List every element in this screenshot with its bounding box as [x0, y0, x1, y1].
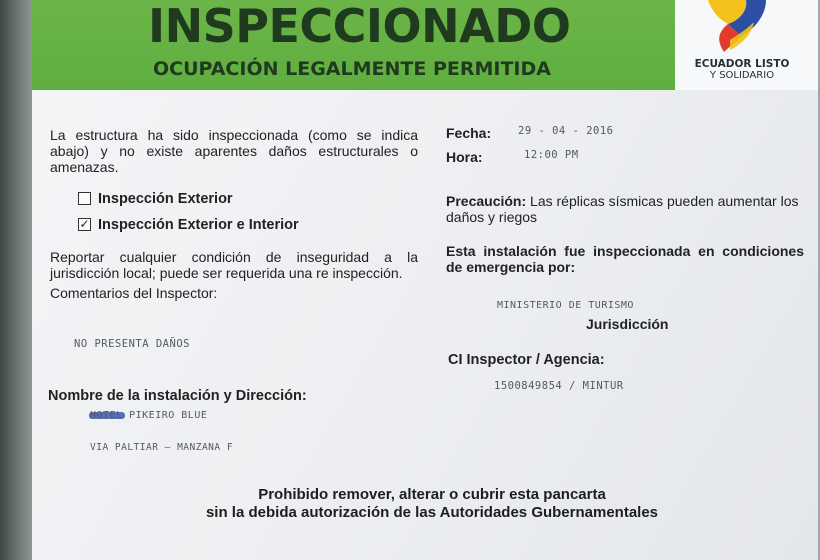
comments-label: Comentarios del Inspector:	[50, 285, 218, 301]
warning-line-2: sin la debida autorización de las Autoridades Gubernamentales	[205, 504, 659, 521]
inspection-statement: La estructura ha sido inspeccionada (como se indica abajo) y no existe aparentes daños estructurales o amenazas.	[50, 127, 418, 175]
caution-label: Precaución:	[446, 193, 527, 209]
caution-text: Las réplicas sísmicas pueden aumentar los daños y riegos	[446, 193, 799, 225]
facility-label: Nombre de la instalación y Dirección:	[48, 388, 307, 404]
caution-note	[446, 193, 804, 225]
facility-address: VIA PALTIAR – MANZANA F	[90, 442, 234, 453]
jurisdiction-label: Jurisdicción	[586, 316, 669, 332]
time-label: Hora:	[446, 149, 483, 165]
inspector-label: CI Inspector / Agencia:	[448, 352, 605, 368]
checkmark-icon: ✓	[79, 217, 90, 231]
logo-caption	[694, 58, 790, 82]
inspector-value: 1500849854 / MINTUR	[494, 380, 624, 392]
check-label-exterior: Inspección Exterior	[98, 191, 233, 207]
removal-warning	[172, 486, 692, 522]
banner-title: INSPECCIONADO	[148, 0, 571, 53]
ecuador-logo-icon	[706, 0, 768, 54]
comments-value: NO PRESENTA DAÑOS	[74, 338, 190, 350]
checkbox-exterior	[78, 192, 91, 205]
logo-line-2: Y SOLIDARIO	[709, 70, 775, 81]
emergency-statement: Esta instalación fue inspeccionada en condiciones de emergencia por:	[446, 243, 804, 275]
jurisdiction-value: MINISTERIO DE TURISMO	[497, 300, 634, 311]
time-value: 12:00 PM	[524, 149, 579, 161]
status-banner	[32, 0, 675, 90]
inspection-placard	[32, 0, 818, 560]
warning-line-1: Prohibido remover, alterar o cubrir esta pancarta	[258, 486, 606, 503]
door-frame	[0, 0, 32, 560]
facility-name: HOTEL PIKEIRO BLUE	[90, 410, 208, 421]
banner-subtitle: OCUPACIÓN LEGALMENTE PERMITIDA	[153, 58, 551, 80]
checkbox-exterior-interior	[78, 218, 91, 231]
report-notice: Reportar cualquier condición de inseguridad a la jurisdicción local; puede ser requerida una re inspección.	[50, 249, 418, 281]
check-label-exterior-interior: Inspección Exterior e Interior	[98, 217, 299, 233]
logo-line-1: ECUADOR LISTO	[694, 58, 790, 70]
date-value: 29 - 04 - 2016	[518, 125, 614, 137]
date-label: Fecha:	[446, 125, 492, 141]
